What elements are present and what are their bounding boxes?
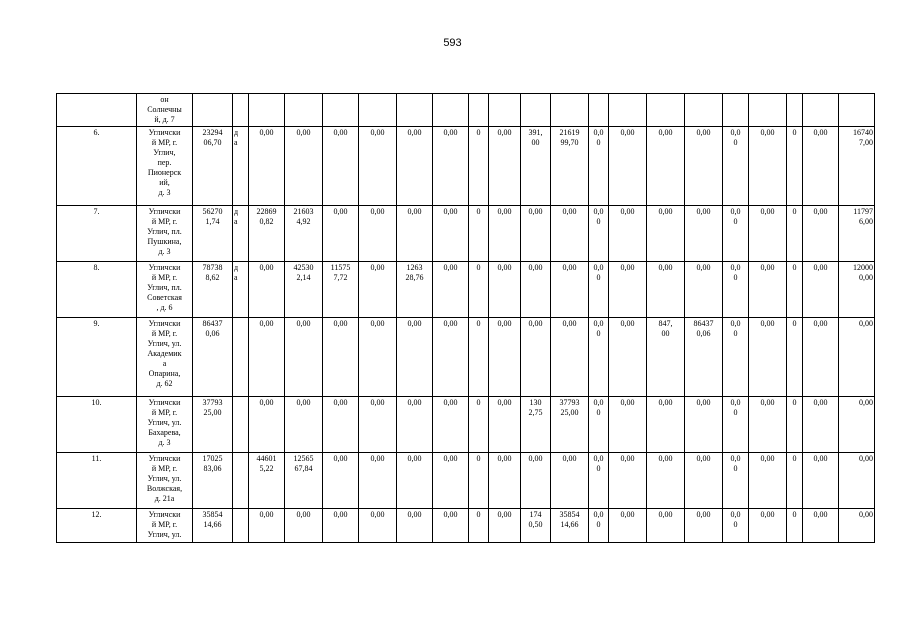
value-cell: 0,00 [249,318,285,397]
value-cell: 35854 14,66 [193,509,233,543]
value-cell: 0,00 [647,262,685,318]
value-cell: 0,00 [397,206,433,262]
value-cell: 0 [469,318,489,397]
value-cell: 0,00 [685,262,723,318]
table-row [57,509,875,543]
value-cell: 78738 8,62 [193,262,233,318]
address-cell: он Солнечны й, д. 7 [137,94,193,127]
value-cell: 0 [787,453,803,509]
table-row [57,318,875,397]
value-cell: 0,00 [323,453,359,509]
value-cell: 0,00 [489,206,521,262]
value-cell: 0,00 [489,509,521,543]
value-cell: 0,00 [609,262,647,318]
table-row [57,206,875,262]
value-cell: 0,00 [749,397,787,453]
value-cell: 0,0 0 [723,206,749,262]
value-cell: 0,00 [803,397,839,453]
value-cell: 0,0 0 [723,127,749,206]
address-cell: Угличски й МР, г. Углич, пер. Пионерск ий, д. 3 [137,127,193,206]
value-cell: 0,00 [397,318,433,397]
value-cell: 0,00 [433,509,469,543]
row-number-cell: 11. [57,453,137,509]
value-cell: 0,00 [685,206,723,262]
value-cell: 0,00 [323,509,359,543]
value-cell: 0,00 [323,397,359,453]
value-cell: 0,00 [647,206,685,262]
value-cell: 0,00 [839,397,875,453]
value-cell: 0,0 0 [589,127,609,206]
value-cell: 0 [469,262,489,318]
value-cell: 0,00 [359,318,397,397]
value-cell: 0,00 [397,453,433,509]
value-cell: 0,0 0 [589,318,609,397]
value-cell: 0,00 [551,206,589,262]
value-cell: 0,00 [685,127,723,206]
value-cell: 0,00 [433,318,469,397]
value-cell: 0,00 [803,127,839,206]
value-cell: 0,0 0 [589,509,609,543]
value-cell: 0,00 [521,206,551,262]
value-cell: 0,00 [323,127,359,206]
value-cell: 0,00 [359,127,397,206]
page-number: 593 [443,37,462,49]
value-cell: 0,00 [433,206,469,262]
value-cell: 56270 1,74 [193,206,233,262]
value-cell: 0 [469,453,489,509]
table-row [57,94,875,127]
value-cell: 37793 25,00 [193,397,233,453]
value-cell: 0,00 [609,453,647,509]
table-row [57,453,875,509]
value-cell: 35854 14,66 [551,509,589,543]
value-cell: 0,00 [609,397,647,453]
value-cell: 0,00 [489,453,521,509]
value-cell: 0 [787,397,803,453]
value-cell: 0,0 0 [589,397,609,453]
value-cell: 0,0 0 [589,453,609,509]
address-cell: Угличски й МР, г. Углич, ул. Волжская, д. 21а [137,453,193,509]
value-cell: 0,00 [749,453,787,509]
value-cell: 0,00 [285,127,323,206]
value-cell: 0,00 [609,127,647,206]
value-cell: 0,00 [285,509,323,543]
value-cell: 130 2,75 [521,397,551,453]
value-cell: 0 [787,206,803,262]
value-cell: 391, 00 [521,127,551,206]
value-cell: 0,00 [803,509,839,543]
value-cell: 0 [787,318,803,397]
value-cell: 0,00 [489,262,521,318]
value-cell: 0,00 [433,453,469,509]
value-cell: 0,00 [285,397,323,453]
value-cell: 12565 67,84 [285,453,323,509]
value-cell: 0,0 0 [723,262,749,318]
value-cell [233,397,249,453]
value-cell: 0,00 [323,206,359,262]
value-cell: 17025 83,06 [193,453,233,509]
value-cell: 0,00 [609,206,647,262]
value-cell: 0,00 [489,318,521,397]
table-row [57,397,875,453]
value-cell: 22869 0,82 [249,206,285,262]
value-cell: 0,00 [647,127,685,206]
value-cell: 0,00 [323,318,359,397]
value-cell: 0 [469,127,489,206]
value-cell: 0,00 [749,509,787,543]
value-cell: 0,0 0 [589,262,609,318]
value-cell: 0,00 [609,318,647,397]
data-table [56,93,875,543]
value-cell: 0,00 [359,509,397,543]
address-cell: Угличски й МР, г. Углич, ул. Академик а Опарина, д. 62 [137,318,193,397]
value-cell: 0,00 [803,262,839,318]
value-cell: 0,00 [521,262,551,318]
value-cell: 0,00 [803,206,839,262]
value-cell: 0,00 [285,318,323,397]
value-cell: 0,00 [521,453,551,509]
value-cell: 0,00 [803,453,839,509]
value-cell: 0,00 [647,509,685,543]
value-cell: 0,00 [359,453,397,509]
value-cell: 847, 00 [647,318,685,397]
value-cell: 11575 7,72 [323,262,359,318]
value-cell: 0,00 [433,262,469,318]
value-cell: 0,00 [249,262,285,318]
value-cell: 0,00 [433,397,469,453]
value-cell: 42530 2,14 [285,262,323,318]
value-cell: 0,00 [647,453,685,509]
address-cell: Угличски й МР, г. Углич, пл. Пушкина, д. 3 [137,206,193,262]
value-cell: 86437 0,06 [193,318,233,397]
value-cell: 0,0 0 [589,206,609,262]
value-cell: 0,00 [803,318,839,397]
value-cell: 37793 25,00 [551,397,589,453]
value-cell: 21603 4,92 [285,206,323,262]
table-row [57,262,875,318]
address-cell: Угличски й МР, г. Углич, ул. [137,509,193,543]
value-cell: 21619 99,70 [551,127,589,206]
value-cell: 0,00 [551,318,589,397]
value-cell: 174 0,50 [521,509,551,543]
value-cell: 0,0 0 [723,397,749,453]
value-cell: д а [233,127,249,206]
value-cell: 0,00 [359,262,397,318]
value-cell: 12000 0,00 [839,262,875,318]
row-number-cell [57,94,137,127]
value-cell: 0,00 [433,127,469,206]
value-cell: 0 [787,262,803,318]
value-cell: 0,00 [749,318,787,397]
value-cell: 0,00 [839,453,875,509]
value-cell: д а [233,206,249,262]
row-number-cell: 9. [57,318,137,397]
value-cell: 0,0 0 [723,453,749,509]
value-cell: 0,00 [685,509,723,543]
row-number-cell: 7. [57,206,137,262]
value-cell: д а [233,262,249,318]
value-cell: 0,00 [397,397,433,453]
value-cell [233,453,249,509]
value-cell: 0,00 [521,318,551,397]
value-cell: 0,00 [551,262,589,318]
value-cell: 0,00 [489,127,521,206]
value-cell: 0 [787,127,803,206]
address-cell: Угличски й МР, г. Углич, ул. Бахарева, д. 3 [137,397,193,453]
value-cell: 0,00 [397,509,433,543]
table-row [57,127,875,206]
value-cell: 0,00 [839,318,875,397]
value-cell: 44601 5,22 [249,453,285,509]
value-cell: 0 [469,206,489,262]
row-number-cell: 12. [57,509,137,543]
value-cell: 86437 0,06 [685,318,723,397]
value-cell: 0,00 [249,509,285,543]
value-cell: 0,00 [685,397,723,453]
value-cell: 0,00 [397,127,433,206]
row-number-cell: 8. [57,262,137,318]
value-cell: 0,00 [359,206,397,262]
value-cell: 23294 06,70 [193,127,233,206]
value-cell: 0,0 0 [723,509,749,543]
value-cell: 0,00 [249,397,285,453]
value-cell: 0,00 [489,397,521,453]
value-cell [233,509,249,543]
value-cell [233,318,249,397]
value-cell: 0,00 [551,453,589,509]
value-cell: 16740 7,00 [839,127,875,206]
value-cell: 0 [787,509,803,543]
value-cell: 0,00 [749,206,787,262]
value-cell: 0,00 [749,127,787,206]
value-cell: 0,00 [609,509,647,543]
value-cell: 11797 6,00 [839,206,875,262]
value-cell: 0 [469,397,489,453]
address-cell: Угличски й МР, г. Углич, пл. Советская , д. 6 [137,262,193,318]
value-cell: 1263 28,76 [397,262,433,318]
row-number-cell: 6. [57,127,137,206]
value-cell: 0,00 [749,262,787,318]
value-cell: 0,00 [839,509,875,543]
row-number-cell: 10. [57,397,137,453]
value-cell: 0 [469,509,489,543]
value-cell: 0,00 [359,397,397,453]
value-cell: 0,00 [685,453,723,509]
value-cell: 0,00 [249,127,285,206]
value-cell: 0,00 [647,397,685,453]
value-cell: 0,0 0 [723,318,749,397]
